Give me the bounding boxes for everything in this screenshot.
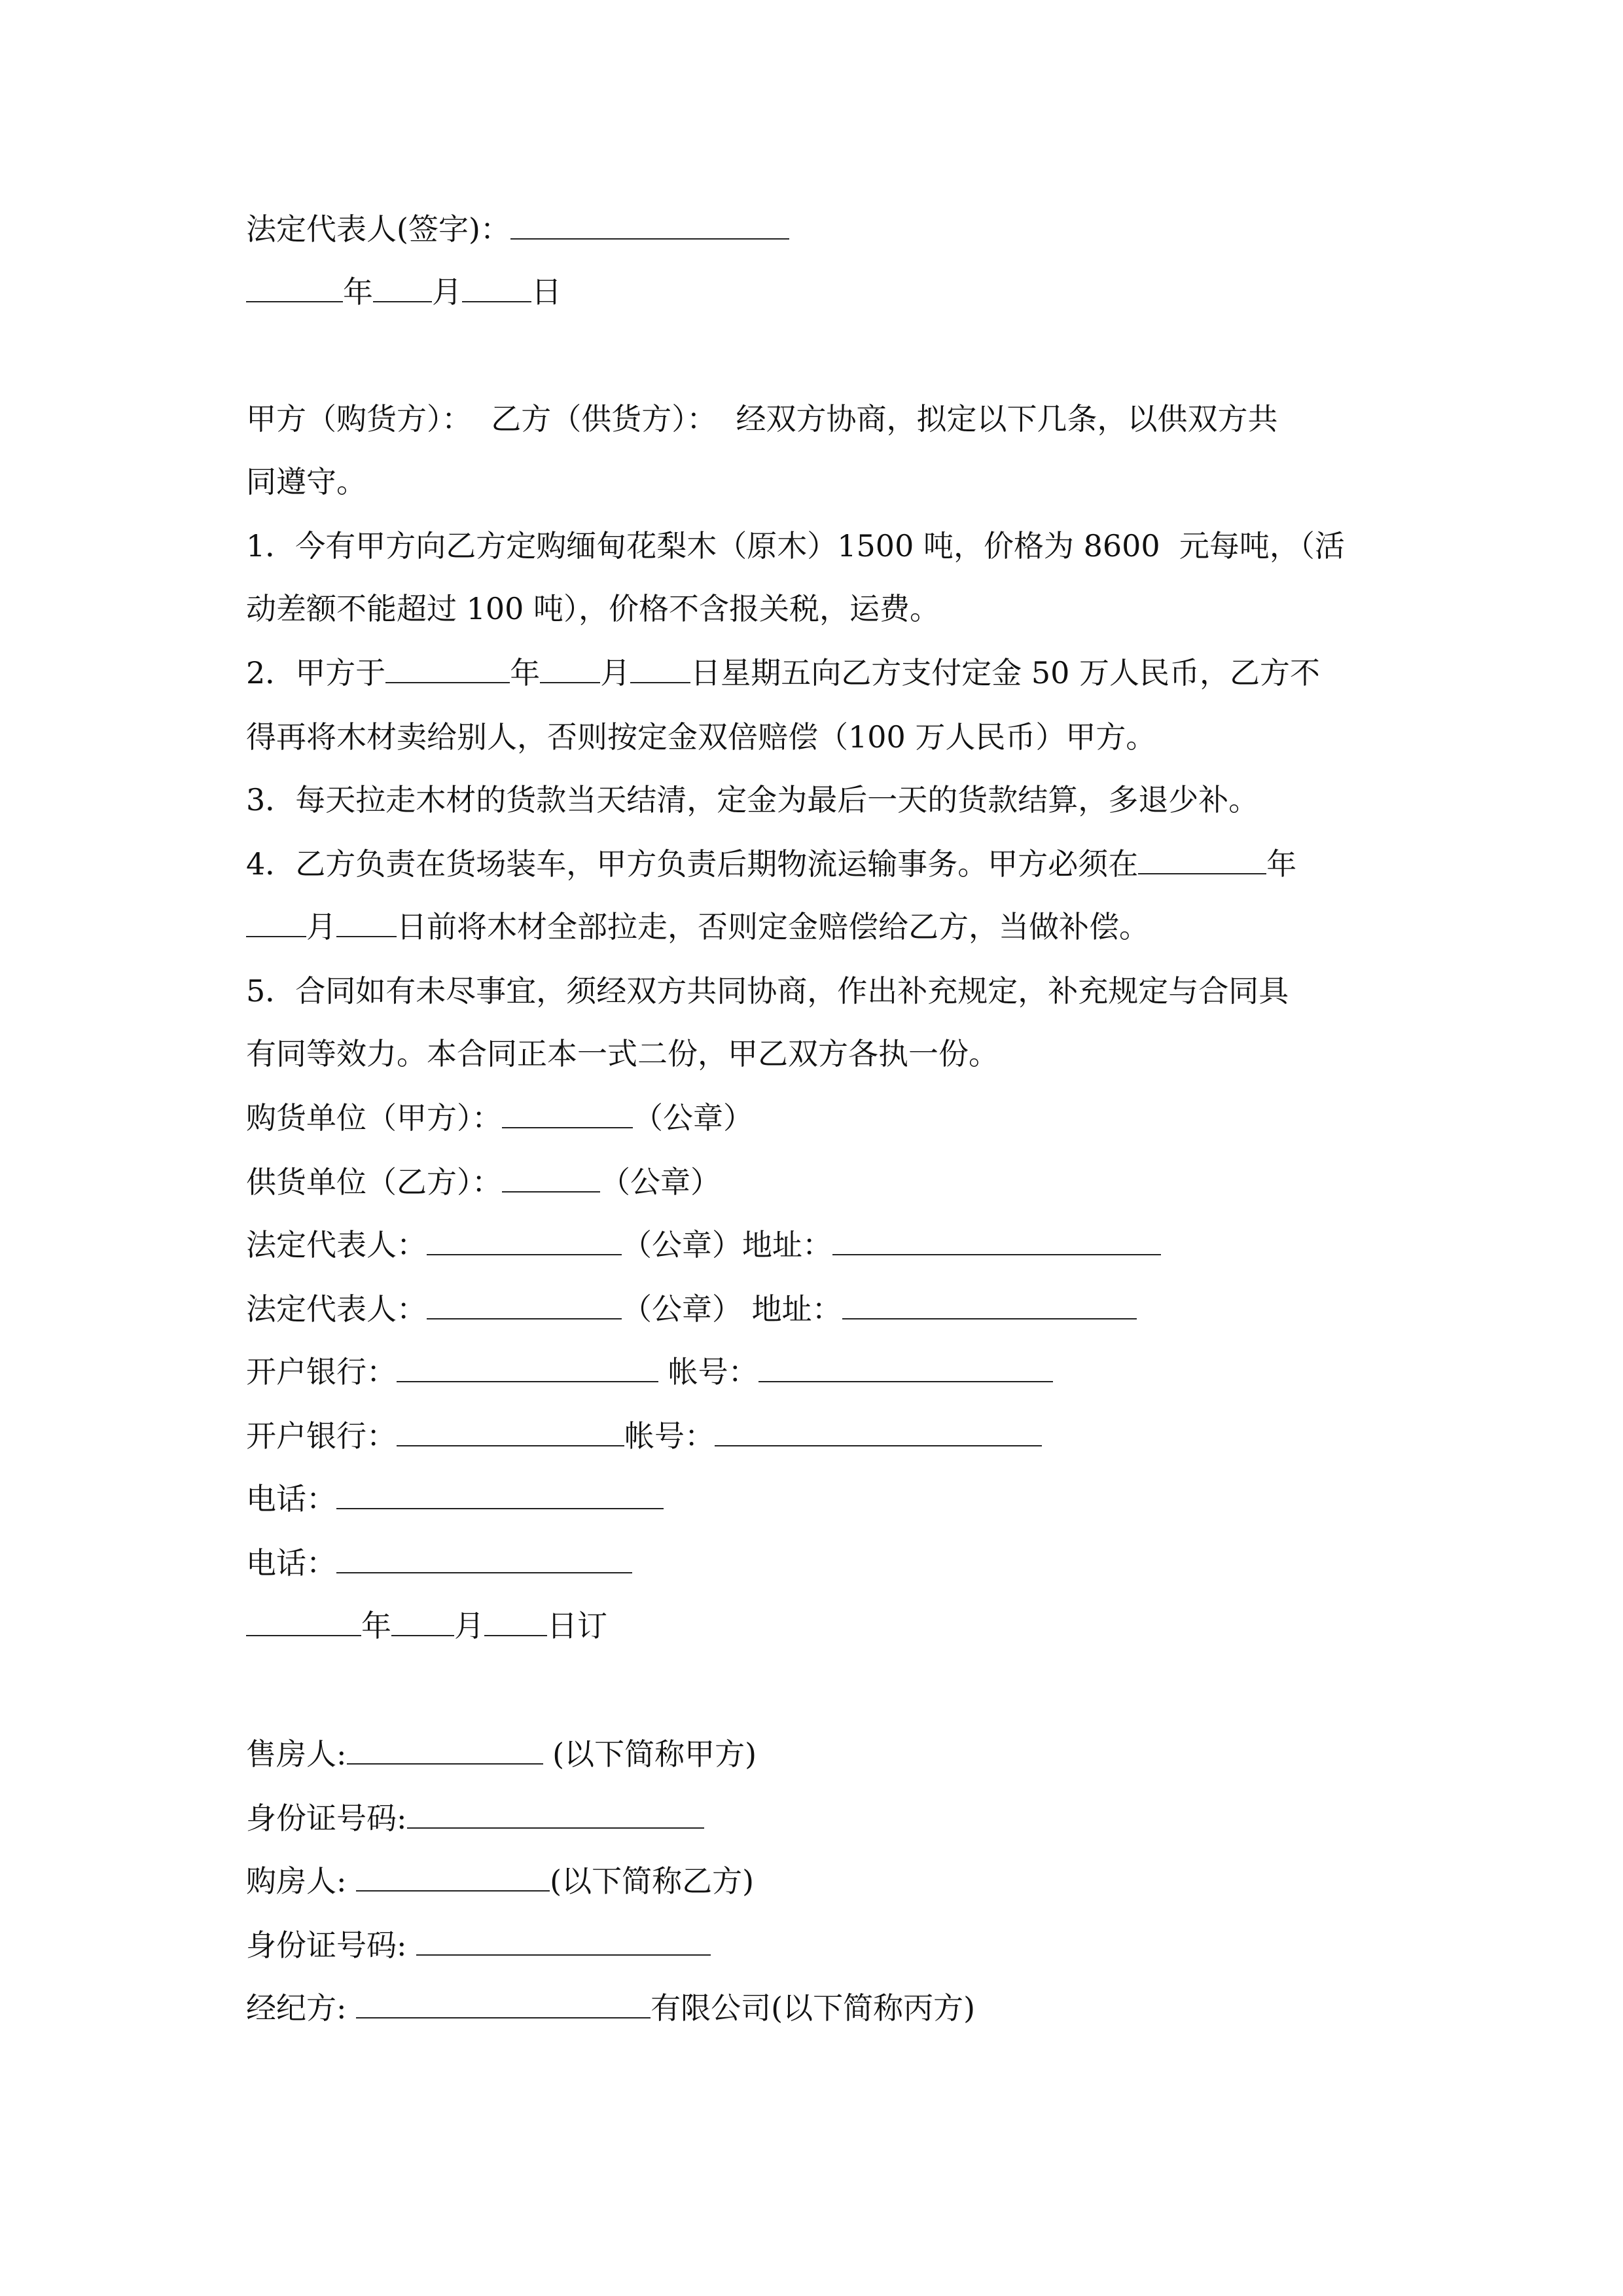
clause-4-line-2 xyxy=(246,907,1149,946)
seal-address-label-1: （公章）地址： xyxy=(622,1227,832,1263)
header-date-line xyxy=(246,272,562,312)
intro-line-1: 甲方（购货方）： 乙方（供货方）： 经双方协商，拟定以下几条，以供双方共 xyxy=(246,401,1278,437)
year-blank xyxy=(246,272,343,302)
legal-rep-blank-1 xyxy=(427,1225,622,1255)
bank-label-1: 开户银行： xyxy=(246,1354,397,1390)
agent-line xyxy=(246,1988,975,2028)
clause-4-line-1 xyxy=(246,844,1296,884)
account-blank-1 xyxy=(758,1352,1053,1382)
contract-month: 月 xyxy=(454,1608,484,1643)
month-label: 月 xyxy=(432,274,462,310)
rep-sign-line xyxy=(246,209,789,249)
clause-2-day-blank xyxy=(630,653,690,683)
clause-1-line-2: 动差额不能超过 100 吨），价格不含报关税，运费。 xyxy=(246,591,940,626)
clause-4-prefix: 4．乙方负责在货场装车，甲方负责后期物流运输事务。甲方必须在 xyxy=(246,846,1139,882)
seller-id-label: 身份证号码: xyxy=(246,1801,407,1836)
clause-2-rest: 日星期五向乙方支付定金 50 万人民币，乙方不 xyxy=(690,655,1321,691)
supplier-unit-label: 供货单位（乙方）： xyxy=(246,1164,502,1200)
seller-id-line xyxy=(246,1799,704,1838)
phone-blank-1 xyxy=(336,1479,664,1509)
legal-rep-label-2: 法定代表人： xyxy=(246,1291,427,1327)
buyer-line xyxy=(246,1861,754,1901)
phone-label-1: 电话： xyxy=(246,1481,336,1516)
clause-2-month-blank xyxy=(540,653,600,683)
contract-date-end: 日订 xyxy=(547,1608,607,1643)
seller-suffix: (以下简称甲方) xyxy=(543,1736,757,1772)
bank-line-1 xyxy=(246,1352,1053,1391)
buyer-id-label: 身份证号码: xyxy=(246,1928,417,1963)
contract-year-blank xyxy=(246,1606,361,1636)
agent-blank xyxy=(356,1988,651,2018)
rep-sign-blank xyxy=(510,209,789,240)
month-blank xyxy=(373,272,432,302)
buyer-unit-label: 购货单位（甲方）： xyxy=(246,1100,502,1136)
buyer-unit-blank xyxy=(502,1098,633,1128)
legal-rep-line-1 xyxy=(246,1225,1161,1265)
supplier-unit-line xyxy=(246,1162,721,1202)
phone-line-2 xyxy=(246,1543,632,1583)
agent-suffix: 有限公司(以下简称丙方) xyxy=(651,1990,976,2026)
day-label: 日 xyxy=(531,274,562,310)
clause-2-line-1 xyxy=(246,653,1320,692)
rep-sign-label: 法定代表人(签字)： xyxy=(246,211,510,247)
seller-label: 售房人: xyxy=(246,1736,347,1772)
year-label: 年 xyxy=(343,274,373,310)
bank-line-2 xyxy=(246,1416,1042,1456)
supplier-seal: （公章） xyxy=(600,1164,721,1200)
buyer-label: 购房人: xyxy=(246,1863,357,1899)
legal-rep-label-1: 法定代表人： xyxy=(246,1227,427,1263)
account-label-1: 帐号： xyxy=(658,1354,758,1390)
address-blank-1 xyxy=(832,1225,1161,1255)
contract-year: 年 xyxy=(361,1608,391,1643)
contract-day-blank xyxy=(484,1606,547,1636)
clause-4-year-blank xyxy=(1138,844,1266,874)
clause-2-line-2: 得再将木材卖给别人，否则按定金双倍赔偿（100 万人民币）甲方。 xyxy=(246,719,1156,755)
buyer-blank xyxy=(356,1861,550,1892)
clause-2-year: 年 xyxy=(510,655,541,691)
clause-4-month: 月 xyxy=(306,909,336,944)
contract-month-blank xyxy=(391,1606,454,1636)
agent-label: 经纪方: xyxy=(246,1990,357,2026)
buyer-unit-line xyxy=(246,1098,753,1138)
legal-rep-blank-2 xyxy=(427,1289,622,1319)
bank-blank-1 xyxy=(397,1352,658,1382)
bank-label-2: 开户银行： xyxy=(246,1418,397,1454)
clause-5-line-2: 有同等效力。本合同正本一式二份，甲乙双方各执一份。 xyxy=(246,1036,999,1071)
account-label-2: 帐号： xyxy=(624,1418,715,1454)
phone-line-1 xyxy=(246,1479,664,1518)
phone-label-2: 电话： xyxy=(246,1545,336,1581)
seller-id-blank xyxy=(407,1799,704,1829)
contract-date-line xyxy=(246,1606,607,1645)
clause-2-prefix: 2．甲方于 xyxy=(246,655,386,691)
buyer-id-line xyxy=(246,1926,711,1965)
intro-line-2: 同遵守。 xyxy=(246,464,366,499)
legal-rep-line-2 xyxy=(246,1289,1137,1329)
seller-line xyxy=(246,1734,757,1774)
clause-1-line-1: 1．今有甲方向乙方定购缅甸花梨木（原木）1500 吨，价格为 8600 元每吨，（活 xyxy=(246,528,1345,564)
clause-4-rest: 日前将木材全部拉走，否则定金赔偿给乙方，当做补偿。 xyxy=(397,909,1149,944)
clause-2-month: 月 xyxy=(600,655,631,691)
seller-blank xyxy=(347,1734,543,1765)
supplier-unit-blank xyxy=(502,1162,600,1193)
phone-blank-2 xyxy=(336,1543,632,1573)
bank-blank-2 xyxy=(397,1416,624,1446)
clause-4-year: 年 xyxy=(1266,846,1297,882)
buyer-id-blank xyxy=(416,1926,711,1956)
clause-3-line: 3．每天拉走木材的货款当天结清，定金为最后一天的货款结算，多退少补。 xyxy=(246,782,1259,817)
buyer-suffix: (以下简称乙方) xyxy=(550,1863,755,1899)
buyer-seal: （公章） xyxy=(633,1100,753,1136)
seal-address-label-2: （公章） 地址： xyxy=(622,1291,842,1327)
clause-4-day-blank xyxy=(336,907,397,937)
account-blank-2 xyxy=(715,1416,1042,1446)
clause-4-month-blank xyxy=(246,907,306,937)
clause-2-year-blank xyxy=(385,653,510,683)
address-blank-2 xyxy=(842,1289,1137,1319)
clause-5-line-1: 5．合同如有未尽事宜，须经双方共同协商，作出补充规定，补充规定与合同具 xyxy=(246,973,1289,1009)
day-blank xyxy=(462,272,531,302)
